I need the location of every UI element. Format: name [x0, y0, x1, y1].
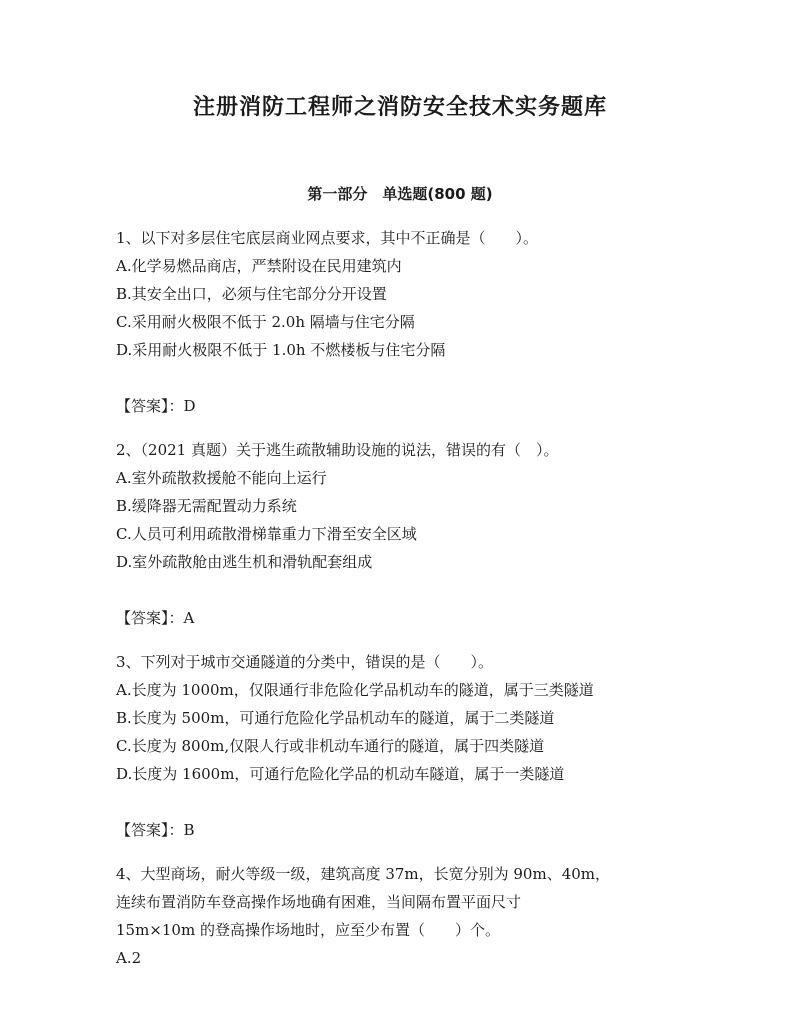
- answer-line: 【答案】：B: [116, 821, 195, 839]
- option-a: A.室外疏散救援舱不能向上运行: [116, 469, 327, 487]
- option-c: C.人员可利用疏散滑梯靠重力下滑至安全区域: [116, 525, 417, 543]
- question-list: [116, 224, 696, 972]
- question-stem: 3、下列对于城市交通隧道的分类中，错误的是（ ）。: [116, 653, 494, 671]
- question-4: [116, 860, 696, 972]
- option-c: C.长度为 800m,仅限人行或非机动车通行的隧道，属于四类隧道: [116, 737, 545, 755]
- option-d: D.长度为 1600m，可通行危险化学品的机动车隧道，属于一类隧道: [116, 765, 565, 783]
- option-b: B.长度为 500m，可通行危险化学品机动车的隧道，属于二类隧道: [116, 709, 555, 727]
- option-b: B.缓降器无需配置动力系统: [116, 497, 297, 515]
- answer-line: 【答案】：D: [116, 397, 196, 415]
- option-a: A.2: [116, 949, 142, 967]
- option-d: D.室外疏散舱由逃生机和滑轨配套组成: [116, 553, 373, 571]
- section-title: 第一部分 单选题(800 题): [307, 185, 493, 203]
- option-a: A.长度为 1000m，仅限通行非危险化学品机动车的隧道，属于三类隧道: [116, 681, 594, 699]
- question-stem: 1、以下对多层住宅底层商业网点要求，其中不正确是（ ）。: [116, 229, 539, 247]
- question-stem-line-2: 连续布置消防车登高操作场地确有困难，当间隔布置平面尺寸: [116, 893, 522, 911]
- question-2: [116, 436, 696, 632]
- question-3: [116, 648, 696, 844]
- option-c: C.采用耐火极限不低于 2.0h 隔墙与住宅分隔: [116, 313, 415, 331]
- option-d: D.采用耐火极限不低于 1.0h 不燃楼板与住宅分隔: [116, 341, 446, 359]
- answer-line: 【答案】：A: [116, 609, 195, 627]
- option-a: A.化学易燃品商店，严禁附设在民用建筑内: [116, 257, 402, 275]
- question-stem-line-3: 15m×10m 的登高操作场地时，应至少布置（ ）个。: [116, 921, 500, 939]
- question-stem-line-1: 4、大型商场，耐火等级一级，建筑高度 37m，长宽分别为 90m、40m，: [116, 865, 611, 883]
- option-b: B.其安全出口，必须与住宅部分分开设置: [116, 285, 387, 303]
- question-stem: 2、（2021 真题）关于逃生疏散辅助设施的说法，错误的有（ ）。: [116, 441, 559, 459]
- document-title: 注册消防工程师之消防安全技术实务题库: [192, 95, 607, 120]
- question-1: [116, 224, 696, 420]
